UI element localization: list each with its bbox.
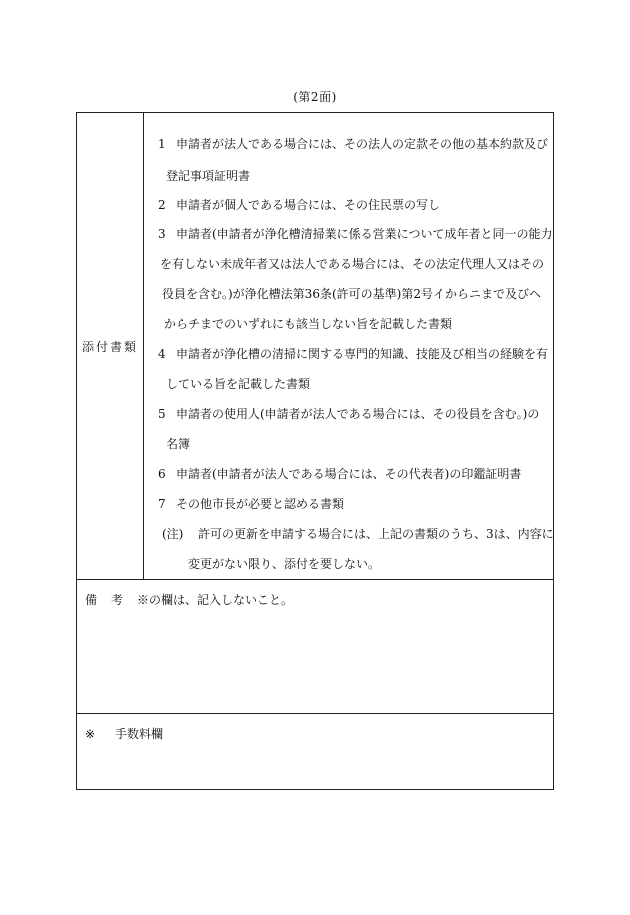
item-number: 2 — [158, 198, 166, 212]
attachment-item-7 — [158, 497, 344, 511]
attachment-item-3-cont-2: 役員を含む。)が浄化槽法第36条(許可の基準)第2号イからニまで及びヘ — [162, 287, 541, 301]
fee-mark: ※ — [85, 727, 96, 741]
fee-row — [77, 714, 553, 789]
attachment-item-5 — [158, 407, 539, 421]
attachment-item-1 — [158, 137, 548, 151]
attachment-item-5-cont: 名簿 — [166, 437, 191, 451]
item-number: 7 — [158, 497, 166, 511]
attachment-item-4-cont: している旨を記載した書類 — [166, 377, 311, 391]
item-number: 5 — [158, 407, 166, 421]
item-text: 申請者が個人である場合には、その住民票の写し — [176, 198, 441, 212]
attachment-item-3-cont-1: を有しない未成年者又は法人である場合には、その法定代理人又はその — [160, 257, 545, 271]
attachment-item-4 — [158, 347, 548, 361]
attachment-note-cont: 変更がない限り、添付を要しない。 — [188, 557, 381, 571]
attachment-item-6 — [158, 467, 521, 481]
remarks-title: 備考 — [85, 593, 138, 607]
attachment-item-3 — [158, 227, 552, 241]
attachments-row — [77, 113, 553, 580]
remarks-text: ※の欄は、記入しないこと。 — [137, 593, 294, 607]
attachments-list — [144, 113, 553, 579]
note-mark: (注) — [162, 527, 184, 541]
page-label: (第2面) — [293, 90, 337, 104]
item-text: 申請者が浄化槽の清掃に関する専門的知識、技能及び相当の経験を有 — [176, 347, 549, 361]
remarks-row — [77, 580, 553, 714]
remarks-header — [85, 591, 293, 608]
attachment-note — [162, 527, 554, 541]
item-number: 1 — [158, 137, 166, 151]
item-text: 申請者が法人である場合には、その法人の定款その他の基本約款及び — [176, 137, 549, 151]
item-text: 申請者(申請者が浄化槽清掃業に係る営業について成年者と同一の能力 — [176, 227, 553, 241]
attachment-item-3-cont-3: からチまでのいずれにも該当しない旨を記載した書類 — [164, 317, 453, 331]
note-text: 許可の更新を申請する場合には、上記の書類のうち、3は、内容に — [198, 527, 554, 541]
application-form-page2 — [76, 112, 554, 790]
item-text: 申請者(申請者が法人である場合には、その代表者)の印鑑証明書 — [176, 467, 522, 481]
attachments-label: 添付書類 — [77, 113, 144, 579]
item-number: 6 — [158, 467, 166, 481]
attachment-item-2 — [158, 198, 440, 212]
item-text: その他市長が必要と認める書類 — [176, 497, 345, 511]
fee-header — [85, 725, 163, 742]
item-number: 4 — [158, 347, 166, 361]
item-text: 申請者の使用人(申請者が法人である場合には、その役員を含む。)の — [176, 407, 540, 421]
attachment-item-1-cont: 登記事項証明書 — [166, 169, 251, 183]
fee-title: 手数料欄 — [115, 727, 164, 741]
item-number: 3 — [158, 227, 166, 241]
